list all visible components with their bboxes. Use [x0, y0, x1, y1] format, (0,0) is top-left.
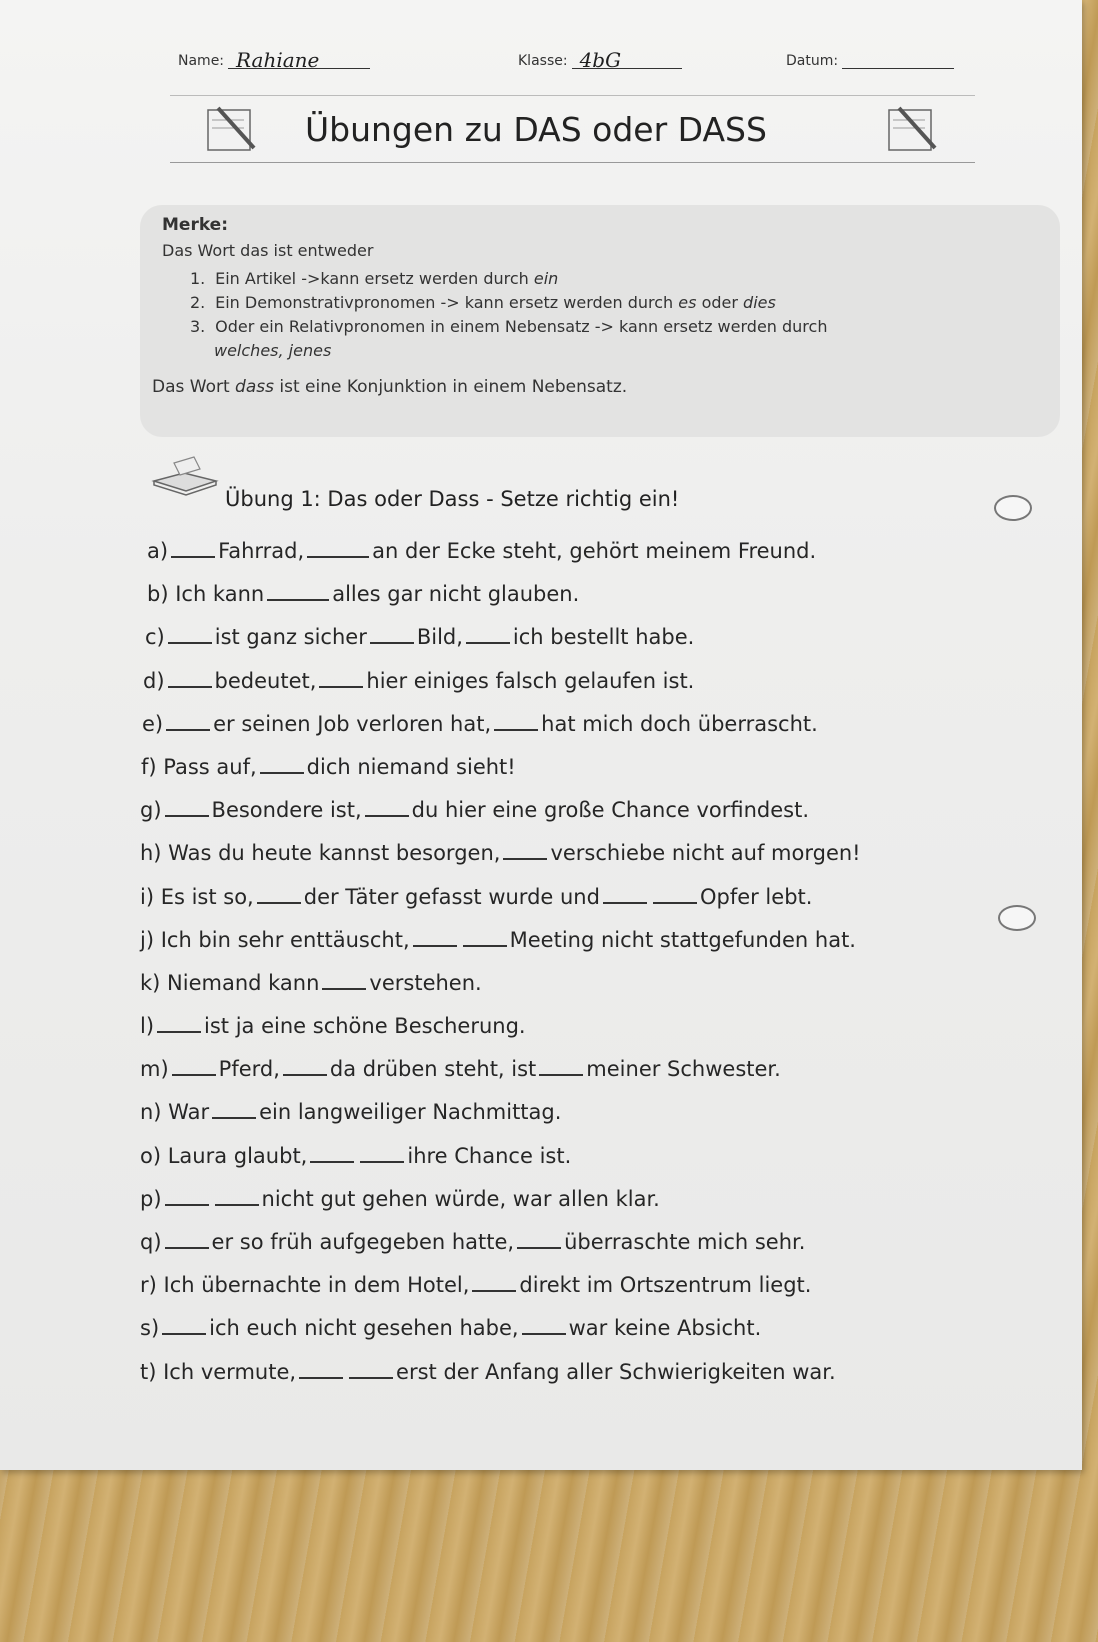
answer-blank[interactable] [162, 1313, 206, 1335]
datum-field[interactable] [786, 48, 954, 69]
answer-blank[interactable] [257, 882, 301, 904]
answer-blank[interactable] [283, 1054, 327, 1076]
exercise-item-f: f) Pass auf, dich niemand sieht! [140, 752, 1040, 795]
name-label: Name: [178, 53, 225, 69]
exercise-item-j: j) Ich bin sehr enttäuscht, Meeting nicht stattgefunden hat. [140, 925, 1040, 968]
page-title: Übungen zu DAS oder DASS [305, 110, 767, 149]
title-band [170, 95, 975, 163]
exercise-item-i: i) Es ist so, der Täter gefasst wurde und Opfer lebt. [140, 882, 1040, 925]
datum-label: Datum: [786, 53, 839, 69]
exercise-item-h: h) Was du heute kannst besorgen, verschiebe nicht auf morgen! [140, 838, 1040, 881]
punch-hole [994, 495, 1032, 521]
merke-list [190, 267, 1050, 363]
klasse-value: 4bG [579, 48, 622, 72]
answer-blank[interactable] [310, 1141, 354, 1163]
answer-blank[interactable] [517, 1227, 561, 1249]
answer-blank[interactable] [365, 795, 409, 817]
answer-blank[interactable] [603, 882, 647, 904]
klasse-field[interactable] [518, 48, 682, 72]
answer-blank[interactable] [472, 1270, 516, 1292]
merke-dass-note: Das Wort dass ist eine Konjunktion in einem Nebensatz. [152, 377, 628, 397]
exercise-item-k: k) Niemand kann verstehen. [140, 968, 1040, 1011]
header-fields [0, 40, 1082, 80]
answer-blank[interactable] [349, 1357, 393, 1379]
answer-blank[interactable] [260, 752, 304, 774]
answer-blank[interactable] [168, 622, 212, 644]
exercise-items [140, 536, 1040, 1400]
name-value: Rahiane [236, 48, 320, 72]
answer-blank[interactable] [370, 622, 414, 644]
answer-blank[interactable] [299, 1357, 343, 1379]
merke-box [140, 205, 1060, 437]
exercise-item-c: c) ist ganz sicher Bild, ich bestellt habe. [140, 622, 1040, 665]
answer-blank[interactable] [466, 622, 510, 644]
answer-blank[interactable] [413, 925, 457, 947]
answer-blank[interactable] [172, 1054, 216, 1076]
exercise-item-q: q) er so früh aufgegeben hatte, überraschte mich sehr. [140, 1227, 1040, 1270]
answer-blank[interactable] [171, 536, 215, 558]
answer-blank[interactable] [267, 579, 329, 601]
klasse-label: Klasse: [518, 53, 568, 69]
exercise-item-l: l) ist ja eine schöne Bescherung. [140, 1011, 1040, 1054]
answer-blank[interactable] [319, 666, 363, 688]
exercise-item-o: o) Laura glaubt, ihre Chance ist. [140, 1141, 1040, 1184]
answer-blank[interactable] [539, 1054, 583, 1076]
merke-intro: Das Wort das ist entweder [162, 241, 374, 260]
answer-blank[interactable] [463, 925, 507, 947]
merke-title: Merke: [162, 215, 229, 235]
answer-blank[interactable] [503, 838, 547, 860]
exercise-item-s: s) ich euch nicht gesehen habe, war keine Absicht. [140, 1313, 1040, 1356]
answer-blank[interactable] [166, 709, 210, 731]
answer-blank[interactable] [522, 1313, 566, 1335]
answer-blank[interactable] [165, 795, 209, 817]
exercise-item-b: b) Ich kann alles gar nicht glauben. [140, 579, 1040, 622]
exercise-item-e: e) er seinen Job verloren hat, hat mich doch überrascht. [140, 709, 1040, 752]
answer-blank[interactable] [212, 1097, 256, 1119]
answer-blank[interactable] [494, 709, 538, 731]
merke-item: 3. Oder ein Relativpronomen in einem Nebensatz -> kann ersetz werden durch welches, jenes [190, 317, 828, 360]
exercise-item-t: t) Ich vermute, erst der Anfang aller Schwierigkeiten war. [140, 1357, 1040, 1400]
pencil-paper-icon [885, 102, 941, 156]
answer-blank[interactable] [360, 1141, 404, 1163]
merke-item: 2. Ein Demonstrativpronomen -> kann ersetz werden durch es oder dies [190, 293, 776, 312]
exercise-title: Übung 1: Das oder Dass - Setze richtig ein! [225, 487, 680, 511]
merke-item: 1. Ein Artikel ->kann ersetz werden durch ein [190, 269, 559, 288]
exercise-item-r: r) Ich übernachte in dem Hotel, direkt im Ortszentrum liegt. [140, 1270, 1040, 1313]
answer-blank[interactable] [168, 666, 212, 688]
exercise-item-m: m) Pferd, da drüben steht, ist meiner Schwester. [140, 1054, 1040, 1097]
answer-blank[interactable] [165, 1184, 209, 1206]
answer-blank[interactable] [322, 968, 366, 990]
answer-blank[interactable] [157, 1011, 201, 1033]
book-icon [150, 455, 220, 501]
answer-blank[interactable] [307, 536, 369, 558]
name-field[interactable] [178, 48, 370, 72]
exercise-item-n: n) War ein langweiliger Nachmittag. [140, 1097, 1040, 1140]
exercise-item-g: g) Besondere ist, du hier eine große Chance vorfindest. [140, 795, 1040, 838]
pencil-paper-icon [204, 102, 260, 156]
answer-blank[interactable] [653, 882, 697, 904]
exercise-item-p: p) nicht gut gehen würde, war allen klar. [140, 1184, 1040, 1227]
answer-blank[interactable] [165, 1227, 209, 1249]
answer-blank[interactable] [215, 1184, 259, 1206]
exercise-item-a: a) Fahrrad, an der Ecke steht, gehört meinem Freund. [140, 536, 1040, 579]
exercise-item-d: d) bedeutet, hier einiges falsch gelaufen ist. [140, 666, 1040, 709]
